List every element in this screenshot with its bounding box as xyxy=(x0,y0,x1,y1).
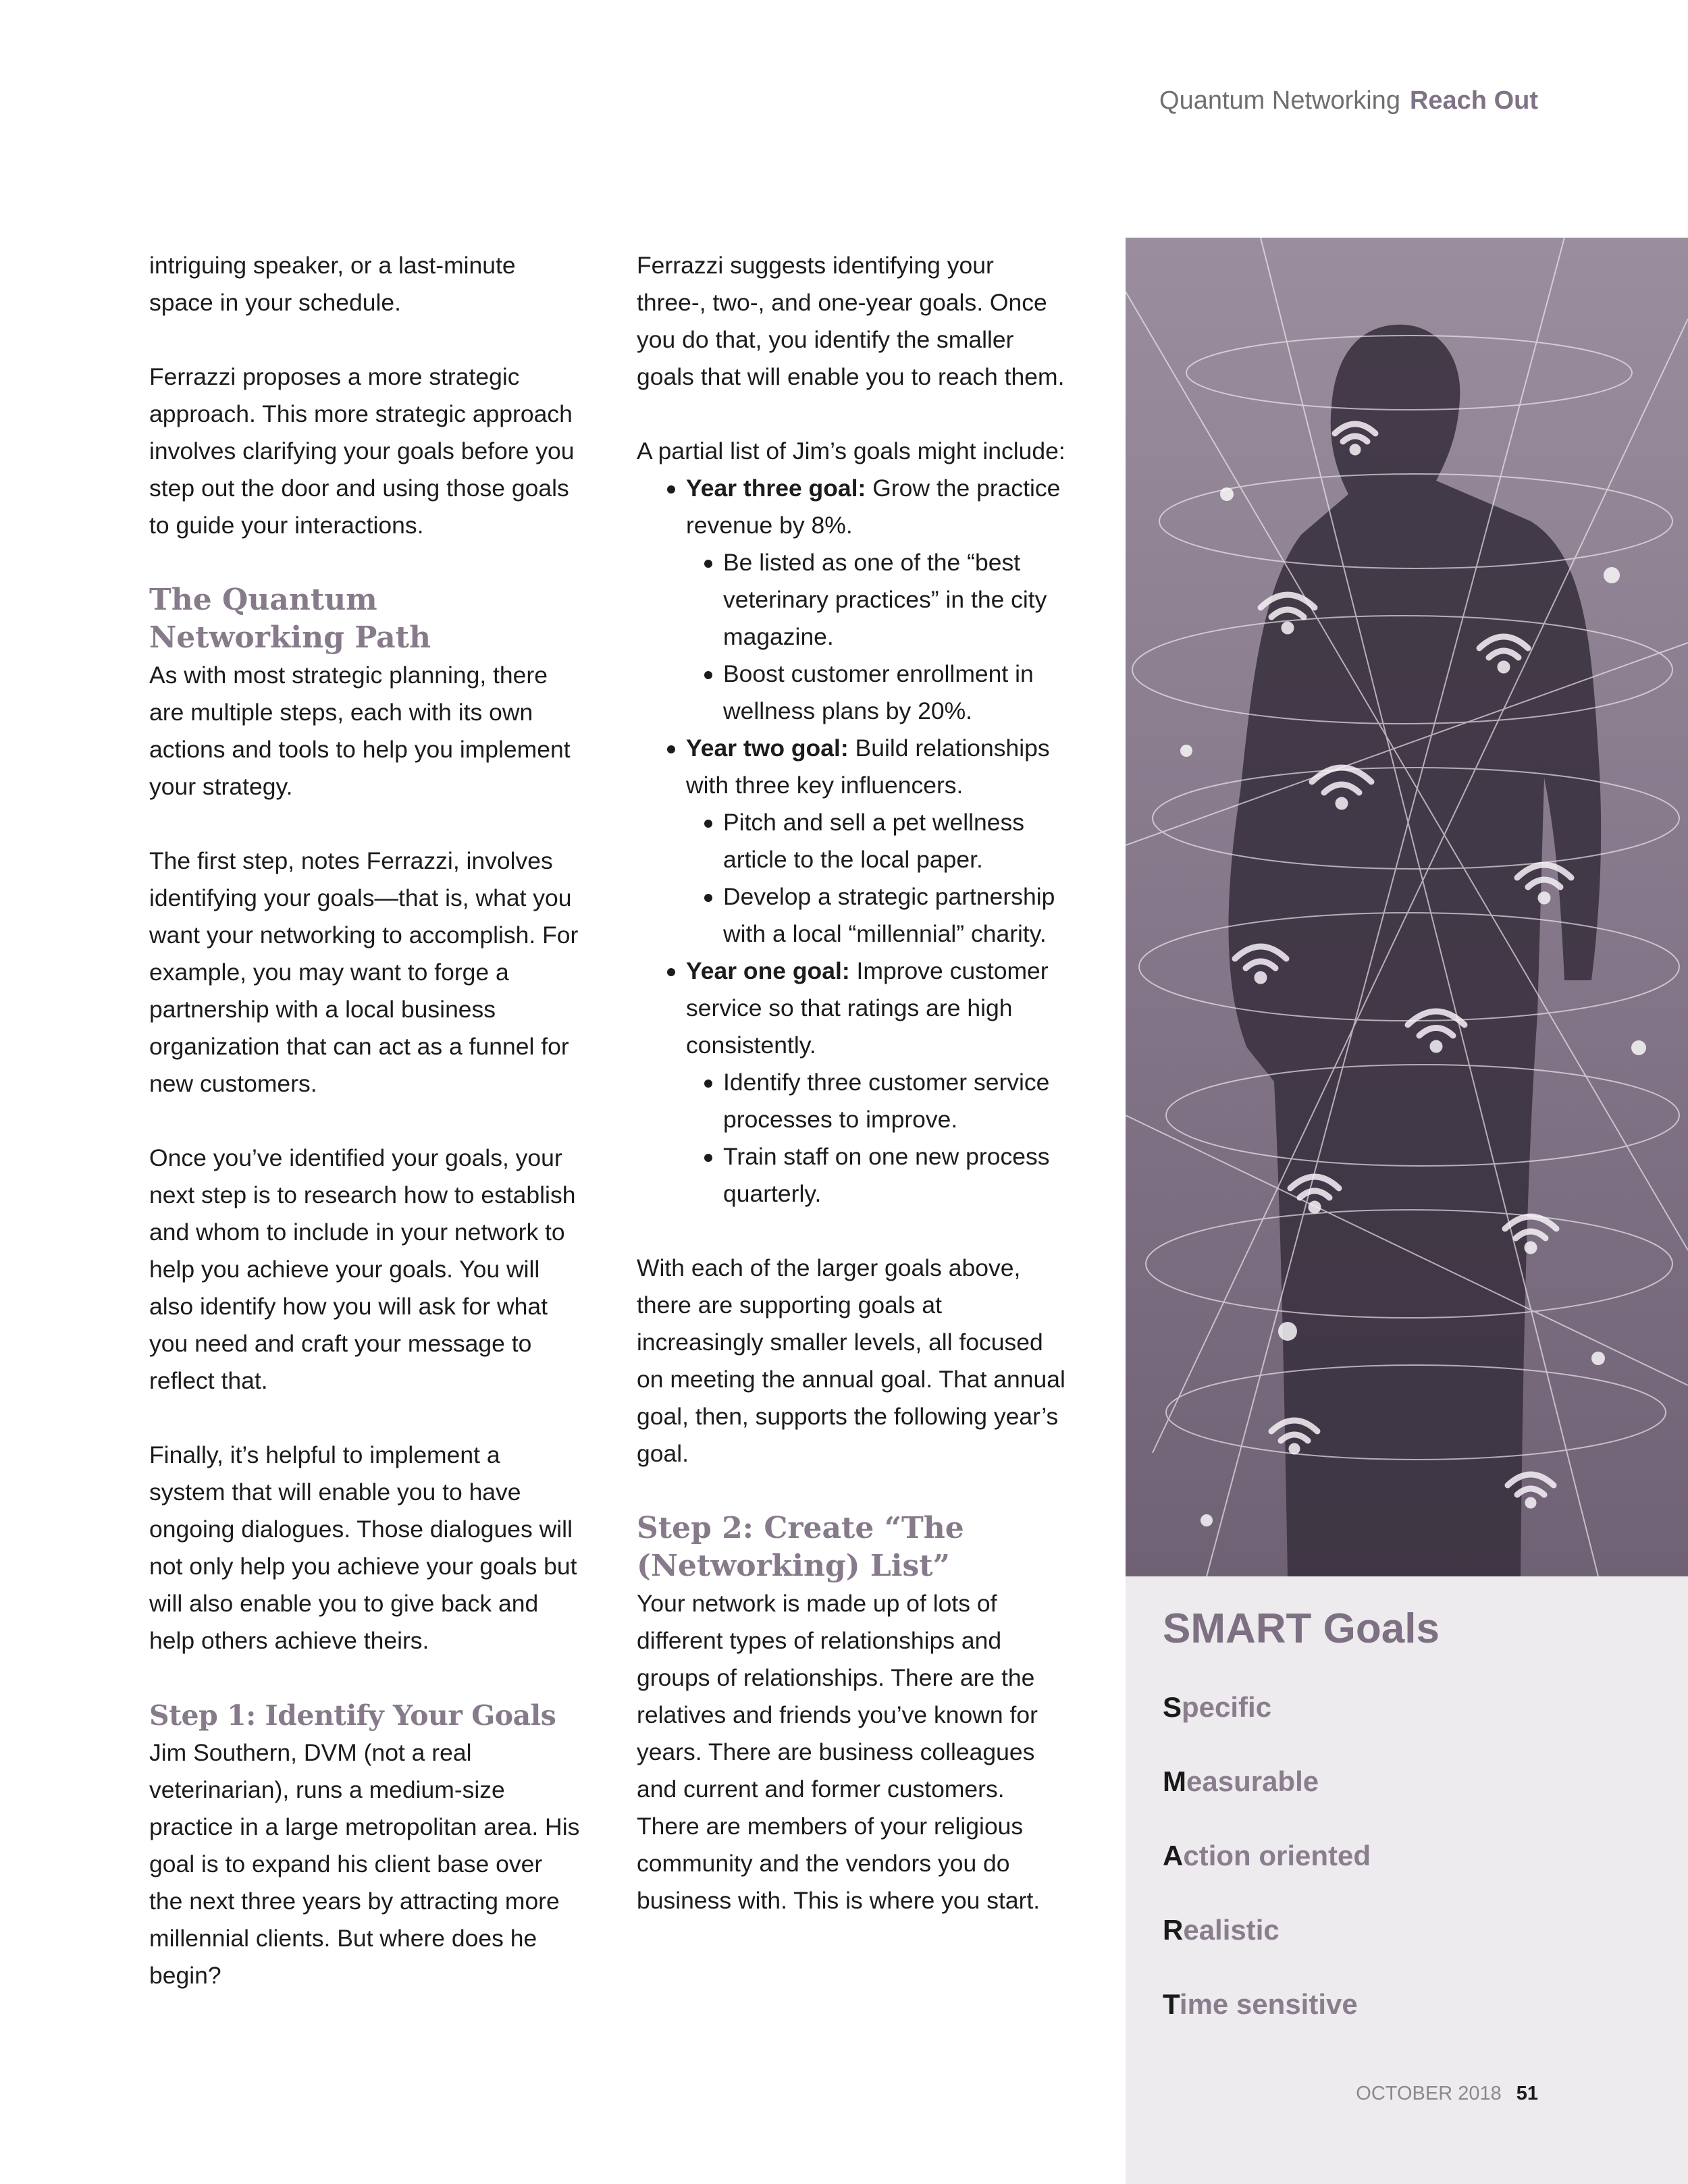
subgoal-item: Be listed as one of the “best veterinary practices” in the city magazine. xyxy=(723,544,1069,656)
paragraph: Finally, it’s helpful to implement a system that will enable you to have ongoing dialogues. Those dialogues will not only help you achieve your goals but will also enable you to give back and help others achieve theirs. xyxy=(149,1441,577,1654)
smart-initial: A xyxy=(1163,1840,1184,1871)
header-section: Reach Out xyxy=(1409,86,1538,115)
smart-initial: M xyxy=(1163,1765,1186,1797)
paragraph: As with most strategic planning, there are multiple steps, each with its own actions and tools to help you implement your strategy. xyxy=(149,662,571,800)
paragraph: intriguing speaker, or a last-minute space in your schedule. xyxy=(149,252,516,316)
goal-text: Improve customer service so that ratings are high consistently. xyxy=(686,957,1049,1059)
goal-lead: Year one goal: xyxy=(686,957,850,984)
goal-lead: Year three goal: xyxy=(686,475,866,502)
paragraph: Ferrazzi proposes a more strategic approach. This more strategic approach involves clarifying your goals before you step out the door and using those goals to guide your interactions. xyxy=(149,363,575,539)
smart-initial: R xyxy=(1163,1914,1184,1946)
paragraph: A partial list of Jim’s goals might include: xyxy=(637,437,1065,464)
subgoal-item: Boost customer enrollment in wellness plans by 20%. xyxy=(723,656,1069,730)
network-illustration xyxy=(1126,238,1688,1576)
smart-item xyxy=(1163,1988,1371,2062)
smart-item xyxy=(1163,1691,1371,1765)
subgoals-list xyxy=(686,544,1069,730)
smart-item xyxy=(1163,1840,1371,1914)
smart-initial: T xyxy=(1163,1988,1180,2020)
paragraph: With each of the larger goals above, there are supporting goals at increasingly smaller levels, all focused on meeting the annual goal. That annual goal, then, supports the following year’s goal. xyxy=(637,1254,1065,1467)
smart-item xyxy=(1163,1765,1371,1840)
heading-line: Networking Path xyxy=(149,620,431,655)
goals-list xyxy=(637,470,1069,1213)
subgoal-item: Develop a strategic partnership with a local “millennial” charity. xyxy=(723,878,1069,953)
column-left xyxy=(149,247,581,1994)
smart-word: easurable xyxy=(1186,1765,1319,1797)
subgoals-list xyxy=(686,1064,1069,1213)
subgoals-list xyxy=(686,804,1069,953)
smart-item xyxy=(1163,1914,1371,1988)
paragraph: The first step, notes Ferrazzi, involves identifying your goals—that is, what you want your networking to accomplish. For example, you may want to forge a partnership with a local business organization that can act as a funnel for new customers. xyxy=(149,847,579,1097)
subgoal-item: Identify three customer service processes to improve. xyxy=(723,1064,1069,1138)
subgoal-item: Train staff on one new process quarterly. xyxy=(723,1138,1069,1213)
heading-line: (Networking) List” xyxy=(637,1549,950,1583)
goal-text: Grow the practice revenue by 8%. xyxy=(686,475,1061,539)
goal-item xyxy=(686,953,1069,1213)
issue-date: OCTOBER 2018 xyxy=(1356,2083,1502,2104)
heading-quantum-networking-path xyxy=(149,581,581,657)
smart-goals-list xyxy=(1163,1691,1371,2062)
network-photo xyxy=(1126,238,1688,1576)
heading-step-1: Step 1: Identify Your Goals xyxy=(149,1699,556,1732)
heading-step-2 xyxy=(637,1510,1069,1585)
running-header xyxy=(1159,86,1538,115)
goal-text: Build relationships with three key influencers. xyxy=(686,735,1050,799)
goal-lead: Year two goal: xyxy=(686,735,849,762)
goal-item xyxy=(686,470,1069,730)
page-number: 51 xyxy=(1516,2083,1538,2104)
page-footer xyxy=(1356,2083,1538,2105)
smart-word: pecific xyxy=(1182,1691,1272,1723)
heading-line: Step 2: Create “The xyxy=(637,1511,964,1545)
paragraph: Your network is made up of lots of different types of relationships and groups of relationships. There are the relatives and friends you’ve known for years. There are business colleagues and current and former customers. There are members of your religious community and the vendors you do business with. This is where you start. xyxy=(637,1590,1040,1914)
paragraph: Jim Southern, DVM (not a real veterinarian), runs a medium-size practice in a large metropolitan area. His goal is to expand his client base over the next three years by attracting more millennial clients. But where does he begin? xyxy=(149,1739,580,1989)
heading-line: The Quantum xyxy=(149,583,377,617)
header-title: Quantum Networking xyxy=(1159,86,1400,115)
smart-initial: S xyxy=(1163,1691,1182,1723)
column-middle xyxy=(637,247,1069,1919)
goal-item xyxy=(686,730,1069,953)
paragraph: Once you’ve identified your goals, your next step is to research how to establish and whom to include in your network to help you achieve your goals. You will also identify how you will ask for what you need and craft your message to reflect that. xyxy=(149,1144,576,1394)
smart-word: ime sensitive xyxy=(1179,1988,1358,2020)
paragraph: Ferrazzi suggests identifying your three-, two-, and one-year goals. Once you do that, you identify the smaller goals that will enable you to reach them. xyxy=(637,252,1065,390)
sidebar-title: SMART Goals xyxy=(1163,1605,1440,1652)
subgoal-item: Pitch and sell a pet wellness article to the local paper. xyxy=(723,804,1069,878)
smart-word: ealistic xyxy=(1183,1914,1280,1946)
smart-word: ction oriented xyxy=(1183,1840,1371,1871)
